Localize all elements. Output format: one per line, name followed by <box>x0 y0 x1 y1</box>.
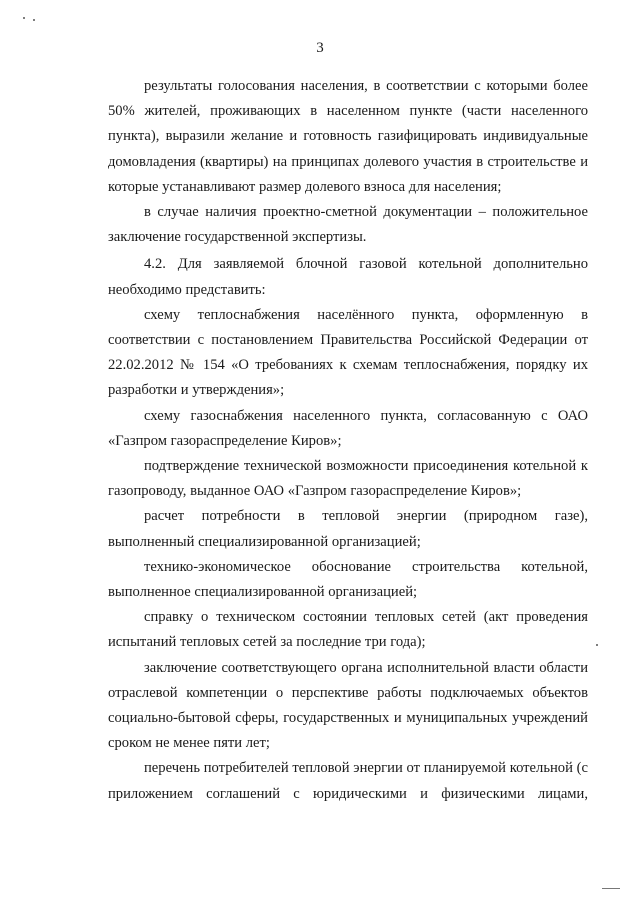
scan-edge-mark <box>602 888 620 889</box>
paragraph: схему газоснабжения населенного пункта, согласованную с ОАО «Газпром газораспределение Киров»; <box>108 407 588 449</box>
paragraph: технико-экономическое обоснование строительства котельной, выполненное специализированной организацией; <box>108 558 588 601</box>
scan-speck <box>23 17 25 19</box>
paragraph: расчет потребности в тепловой энергии (природном газе), выполненный специализированной организацией; <box>108 508 588 550</box>
paragraph: перечень потребителей тепловой энергии от планируемой котельной (с приложением соглашений с юридическими и физическими лицами, <box>108 760 588 802</box>
scan-speck <box>596 644 598 646</box>
paragraph: справку о техническом состоянии тепловых сетей (акт проведения испытаний тепловых сетей за последние три года); <box>108 609 588 651</box>
paragraph: результаты голосования населения, в соответствии с которыми более 50% жителей, проживающих в населенном пункте (части населенного пункта), выразили желание и готовность газифицировать индивидуальные домовладения (квартиры) на принципах долевого участия в строительстве и которые устанавливают размер долевого взноса для населения; <box>108 78 588 195</box>
paragraph: заключение соответствующего органа исполнительной власти области отраслевой компетенции о перспективе работы подключаемых объектов социально-бытовой сферы, государственных и муниципальных учреждений сроком не менее пяти лет; <box>108 659 588 752</box>
scan-speck <box>33 19 35 21</box>
paragraph: 4.2. Для заявляемой блочной газовой котельной дополнительно необходимо представить: <box>108 256 588 298</box>
page-number: 3 <box>316 40 324 56</box>
paragraph: в случае наличия проектно-сметной документации – положительное заключение государственной экспертизы. <box>108 204 588 246</box>
paragraph: подтверждение технической возможности присоединения котельной к газопроводу, выданное ОАО «Газпром газораспределение Киров»; <box>108 458 588 500</box>
paragraph: схему теплоснабжения населённого пункта, оформленную в соответствии с постановлением Правительства Российской Федерации от 22.02.2012 № 154 «О требованиях к схемам теплоснабжения, порядку их разработки и утверждения»; <box>108 306 588 399</box>
body-text <box>108 74 588 807</box>
